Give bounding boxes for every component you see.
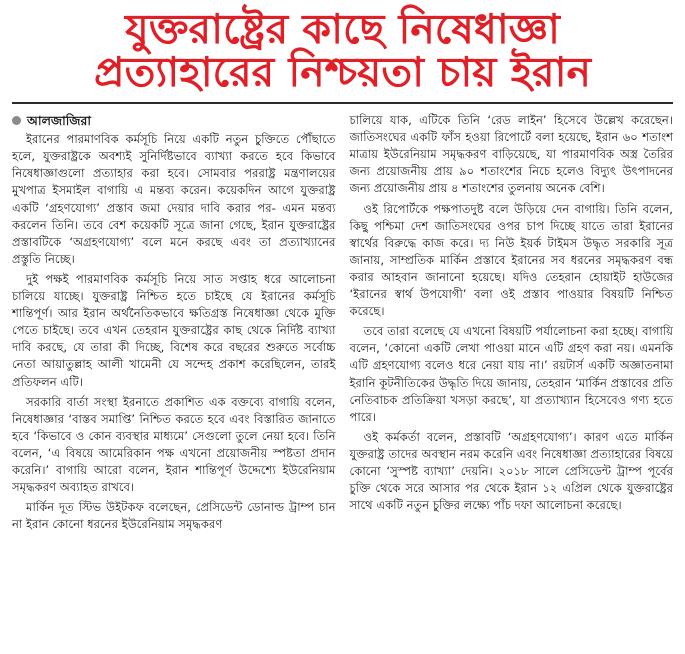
paragraph: চালিয়ে যাক, এটিকে তিনি ‘রেড লাইন’ হিসেবে উল্লেখ করেছেন। জাতিসংঘের একটি ফাঁস হওয়া রিপোর্টে বলা হয়েছে, ইরান ৬০ শতাংশ মাত্রায় ইউরেনিয়াম সমৃদ্ধকরণ বাড়িয়েছে, যা পারমাণবিক অস্ত্র তৈরির জন্য প্রয়োজনীয় প্রায় ৯০ শতাংশের নিচে হলেও বিদ্যুৎ উৎপাদনের জন্য প্রয়োজনীয় প্রায় ৪ শতাংশের তুলনায় অনেক বেশি। xyxy=(349,113,673,196)
source-name: আলজাজিরা xyxy=(27,113,91,129)
headline xyxy=(12,5,673,97)
paragraph: ইরানের পারমাণবিক কর্মসূচি নিয়ে একটি নতুন চুক্তিতে পৌঁছাতে হলে, যুক্তরাষ্ট্রকে অবশ্যই সুনির্দিষ্টভাবে ব্যাখ্যা করতে হবে কিভাবে নিষেধাজ্ঞাগুলো প্রত্যাহার করা হবে। সোমবার পররাষ্ট্র মন্ত্রণালয়ের মুখপাত্র ইসমাইল বাগায়ি এ মন্তব্য করেন। কয়েকদিন আগে যুক্তরাষ্ট্র একটি ‘গ্রহণযোগ্য’ প্রস্তাব জমা দেয়ার দাবি করার পর- এমন মন্তব্য করলেন তিনি। তবে বেশ কয়েকটি সূত্রে জানা গেছে, ইরান যুক্তরাষ্ট্রের প্রস্তাবটিকে ‘অগ্রহণযোগ্য’ বলে মনে করছে এবং তা প্রত্যাখ্যানের প্রস্তুতি নিচ্ছে। xyxy=(12,132,336,266)
article-body xyxy=(12,112,673,536)
bullet-icon xyxy=(12,116,21,125)
source-byline xyxy=(12,112,336,129)
paragraph: সরকারি বার্তা সংস্থা ইরনাতে প্রকাশিত এক বক্তব্যে বাগায়ি বলেন, নিষেধাজ্ঞার ‘বাস্তব সমাপ্তি’ নিশ্চিত করতে হবে এবং বিস্তারিত জানাতে হবে ‘কিভাবে ও কোন ব্যবস্থার মাধ্যমে’ সেগুলো তুলে নেয়া হবে। তিনি বলেন, ‘এ বিষয়ে আমেরিকান পক্ষ এখনো প্রয়োজনীয় স্পষ্টতা প্রদান করেনি।’ বাগায়ি আরো বলেন, ইরান শান্তিপূর্ণ উদ্দেশ্যে ইউরেনিয়াম সমৃদ্ধকরণ অব্যাহত রাখবে। xyxy=(12,394,336,495)
paragraph: ওই কর্মকর্তা বলেন, প্রস্তাবটি ‘অগ্রহণযোগ্য’। কারণ এতে মার্কিন যুক্তরাষ্ট্র তাদের অবস্থান নরম করেনি এবং নিষেধাজ্ঞা প্রত্যাহারের বিষয়ে কোনো ‘সুস্পষ্ট ব্যাখ্যা’ দেয়নি। ২০১৮ সালে প্রেসিডেন্ট ট্রাম্প পূর্বের চুক্তি থেকে সরে আসার পর থেকে ইরান ১২ এপ্রিল থেকে যুক্তরাষ্ট্রের সাথে একটি নতুন চুক্তির লক্ষ্যে পাঁচ দফা আলোচনা করেছে। xyxy=(349,429,673,513)
paragraph: দুই পক্ষই পারমাণবিক কর্মসূচি নিয়ে সাত সপ্তাহ ধরে আলোচনা চালিয়ে যাচ্ছে। যুক্তরাষ্ট্র নিশ্চিত হতে চাইছে যে ইরানের কর্মসূচি শান্তিপূর্ণ। আর ইরান অর্থনৈতিকভাবে ক্ষতিগ্রস্ত নিষেধাজ্ঞা থেকে মুক্তি পেতে চাইছে। তবে এখন তেহরান যুক্তরাষ্ট্রের কাছ থেকে নির্দিষ্ট ব্যাখ্যা দাবি করছে, যে তারা কী দিচ্ছে, বিশেষ করে বছরের শুরুতে সর্বোচ্চ নেতা আয়াতুল্লাহ আলী খামেনী যে সন্দেহ প্রকাশ করেছিলেন, তারই প্রতিফলন এটি। xyxy=(12,271,336,389)
column-right xyxy=(350,112,674,536)
headline-line-1: যুক্তরাষ্ট্রের কাছে নিষেধাজ্ঞা xyxy=(125,5,560,53)
headline-line-2: প্রত্যাহারের নিশ্চয়তা চায় ইরান xyxy=(94,48,591,97)
headline-divider xyxy=(12,102,673,104)
column-left xyxy=(12,112,336,536)
paragraph: মার্কিন দূত স্টিভ উইটকফ বলেছেন, প্রেসিডেন্ট ডোনাল্ড ট্রাম্প চান না ইরান কোনো ধরনের ইউরেনিয়াম সমৃদ্ধকরণ xyxy=(12,500,336,532)
paragraph: তবে তারা বলেছে যে এখনো বিষয়টি পর্যালোচনা করা হচ্ছে। বাগায়ি বলেন, ‘কোনো একটি লেখা পাওয়া মানে এটি গ্রহণ করা নয়। এমনকি এটি গ্রহণযোগ্য বলেও ধরে নেয়া যায় না।’ রয়টার্স একটি অজ্ঞাতনামা ইরানি কূটনীতিকের উদ্ধৃতি দিয়ে জানায়, তেহরান ‘মার্কিন প্রস্তাবের প্রতি নেতিবাচক প্রতিক্রিয়া খসড়া করছে’, যা প্রত্যাখ্যান হিসেবেও গণ্য হতে পারে। xyxy=(349,324,673,424)
paragraph: ওই রিপোর্টকে পক্ষপাতদুষ্ট বলে উড়িয়ে দেন বাগায়ি। তিনি বলেন, কিছু পশ্চিমা দেশ জাতিসংঘের ওপর চাপ দিচ্ছে যাতে তারা ইরানের স্বার্থের বিরুদ্ধে কাজ করে। দ্য নিউ ইয়র্ক টাইমস উদ্ধৃত সরকারি সূত্র জানায়, সাম্প্রতিক মার্কিন প্রস্তাবে ইরানের সব ধরনের সমৃদ্ধকরণ বন্ধ করার আহবান জানানো হয়েছে। যদিও তেহরান হোয়াইট হাউজের ‘ইরানের স্বার্থ উপযোগী’ বলা ওই প্রস্তাব পাওয়ার বিষয়টি নিশ্চিত করেছে। xyxy=(349,201,673,319)
